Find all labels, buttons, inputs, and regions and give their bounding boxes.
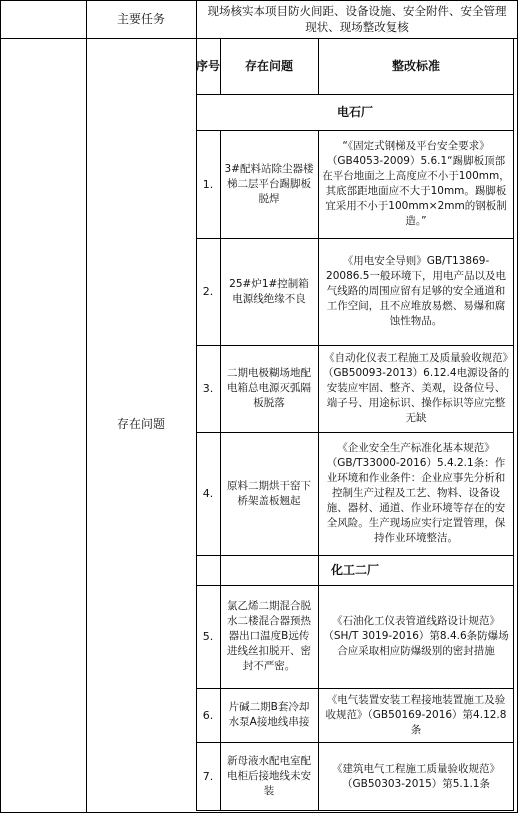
section-title: 电石厂: [336, 104, 373, 119]
row-standard: 《自动化仪表工程施工及质量验收规范》（GB50093-2013）6.12.4电源设备的安装应牢固、整齐、美观，设备位号、端子号、用途标识、操作标识等应完整无缺: [322, 352, 510, 424]
row-problem: 二期电极糊场地配电箱总电源灭弧隔板脱落: [227, 367, 311, 409]
row-index: 1.: [202, 177, 214, 191]
row-index: 3.: [202, 382, 214, 395]
main-task-text: 现场核实本项目防火间距、设备设施、安全附件、安全管理现状、现场整改复核: [207, 4, 507, 34]
row-standard: 《企业安全生产标准化基本规范》（GB/T33000-2016）5.4.2.1条：作业环境和作业条件：企业应事先分析和控制生产过程及工艺、物料、设备设施、器材、通道、作业环境等存在的安全风险。生产现场应实行定置管理，保持作业环境整洁。: [326, 442, 506, 544]
row-problem: 25#炉1#控制箱电源线绝缘不良: [229, 277, 309, 305]
row-problem: 新母液水配电室配电柜后接地线未安装: [227, 755, 311, 797]
section-title: 化工二厂: [330, 562, 379, 577]
row-index: 7.: [202, 770, 214, 783]
label-issues: 存在问题: [116, 417, 165, 431]
col-problem-header: 存在问题: [244, 58, 293, 73]
row-standard: 《建筑电气工程施工质量验收规范》（GB50303-2015）第5.1.1条: [332, 762, 500, 790]
row-problem: 3#配料站除尘器楼梯二层平台踢脚板脱焊: [224, 162, 314, 205]
row-standard: “《固定式钢梯及平台安全要求》（GB4053-2009）5.6.1“踢脚板顶部在平台地面之上高度应不小于100mm，其底部距地面应不大于10mm。踢脚板宜采用不小于100mm×2mm的钢板制造。”: [322, 140, 510, 227]
col-index-header: 序号: [196, 59, 221, 73]
col-standard-header: 整改标准: [391, 58, 440, 73]
row-problem: 片碱二期B套冷却水泵A接地线串接: [228, 701, 310, 728]
row-problem: 原料二期烘干窑下桥架盖板翘起: [227, 479, 311, 507]
label-main-task: 主要任务: [116, 11, 165, 26]
row-standard: 《用电安全导则》GB/T13869-20086.5一般环境下，用电产品以及电气线路的周围应留有足够的安全通道和工作空间，且不应堆放易燃、易爆和腐蚀性物品。: [326, 255, 506, 327]
row-standard: 《电气装置安装工程接地装置施工及验收规范》（GB50169-2016）第4.12.8条: [325, 693, 507, 736]
row-standard: 《石油化工仪表管道线路设计规范》（SH/T 3019-2016）第8.4.6条防爆场合应采取相应防爆级别的密封措施: [323, 615, 509, 657]
row-index: 5.: [202, 630, 214, 643]
row-index: 6.: [202, 708, 214, 722]
row-index: 4.: [202, 487, 214, 500]
row-problem: 氯乙烯二期混合脱水二楼混合器预热器出口温度B远传进线丝扣脱开、密封不严密。: [227, 600, 311, 672]
row-index: 2.: [202, 285, 214, 298]
